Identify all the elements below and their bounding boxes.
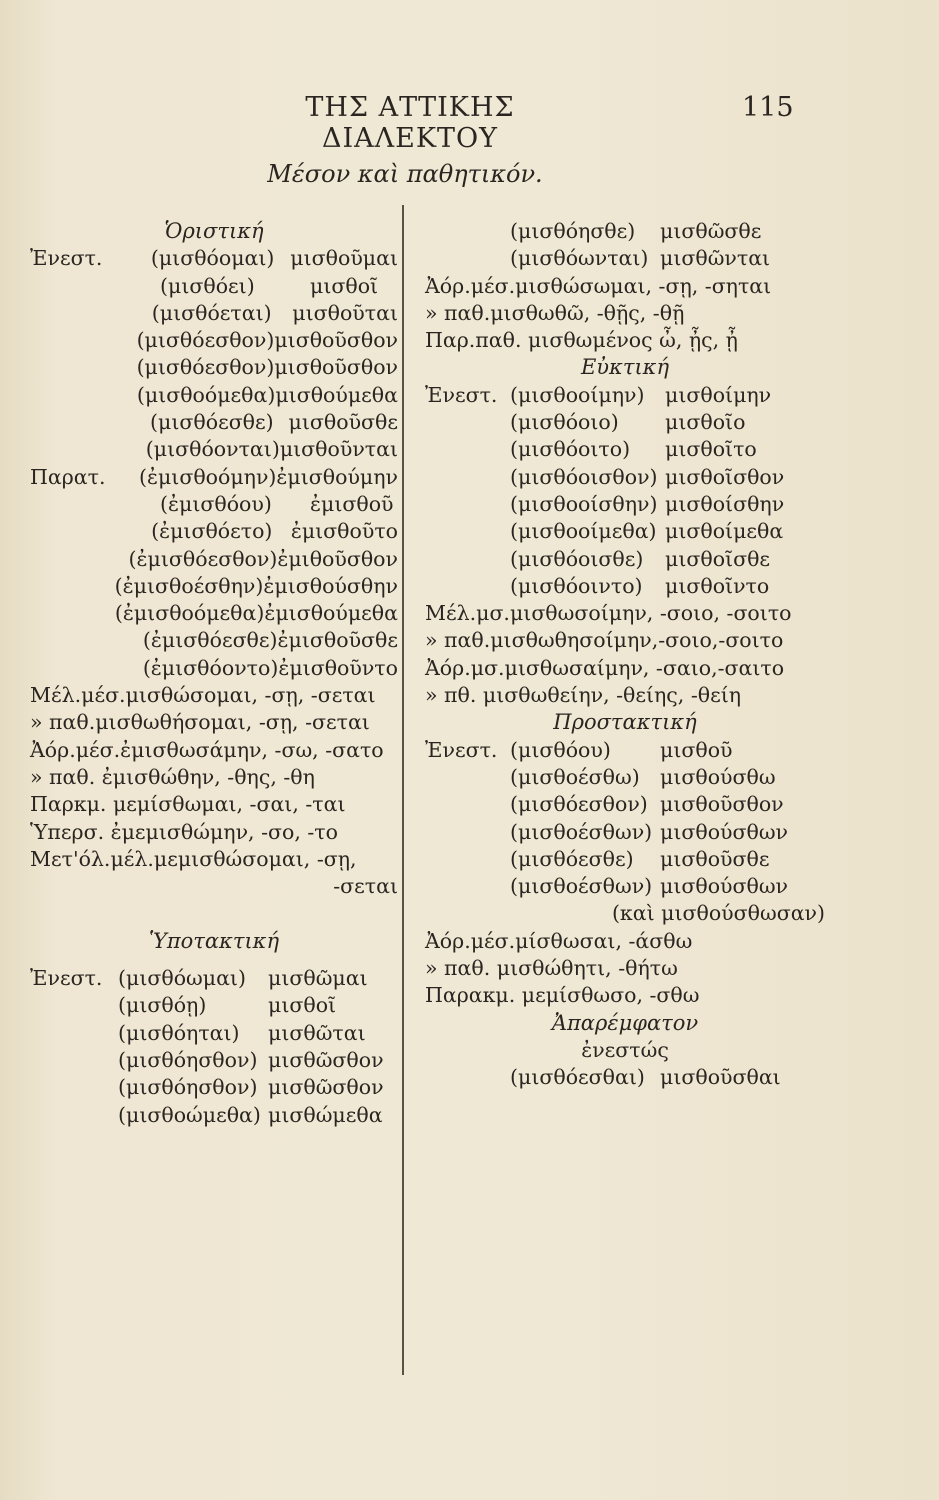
uncontracted-form: (μισθοοίμεθα) — [510, 519, 657, 544]
table-row — [425, 1064, 825, 1091]
table-row — [30, 327, 398, 354]
contracted-form: μισθῶσθε — [660, 219, 762, 243]
contracted-form: μισθοίμην — [665, 382, 772, 407]
form-line: Παρ.παθ. μισθωμένος ὦ, ᾖς, ᾖ — [425, 328, 738, 353]
imperative-heading: Προστακτική — [553, 710, 697, 735]
table-row — [30, 245, 398, 272]
table-row — [30, 965, 398, 992]
uncontracted-form: (μισθόεσθε) — [510, 846, 634, 871]
uncontracted-form: (μισθοώμεθα) — [118, 1102, 261, 1127]
uncontracted-form: (μισθοέσθων) — [510, 819, 653, 844]
contracted-form: μισθοῦσθον — [274, 328, 398, 353]
page-number: 115 — [742, 92, 794, 123]
table-row — [425, 791, 825, 818]
uncontracted-form: (μισθόωμαι) — [118, 966, 246, 991]
form-line: » παθ. ἐμισθώθην, -θης, -θη — [30, 764, 315, 789]
contracted-form: μισθούσθων — [660, 819, 789, 844]
contracted-form: μισθοῦσθε — [288, 410, 398, 435]
uncontracted-form: (μισθόοισθε) — [510, 546, 644, 571]
section-title: Μέσον καὶ παθητικόν. — [267, 160, 543, 188]
table-row — [30, 382, 398, 409]
contracted-form: ἐμισθούμην — [276, 464, 398, 489]
contracted-form: μισθούσθων — [660, 874, 789, 899]
uncontracted-form: (μισθόεσθε) — [150, 410, 274, 435]
contracted-form: μισθούσθω — [660, 764, 776, 789]
table-row — [425, 573, 825, 600]
form-line: Μέλ.μέσ.μισθώσομαι, -σῃ, -σεται — [30, 683, 376, 708]
uncontracted-form: (μισθόῃ) — [118, 993, 207, 1018]
uncontracted-form: (μισθόοιντο) — [510, 573, 643, 598]
form-line: Μέλ.μσ.μισθωσοίμην, -σοιο, -σοιτο — [425, 601, 792, 626]
indicative-heading: Ὁριστική — [164, 219, 264, 243]
contracted-form: μισθῶσθον — [268, 1047, 384, 1072]
uncontracted-form: (μισθόονται) — [145, 437, 280, 462]
table-row — [30, 354, 398, 381]
table-row — [30, 518, 398, 545]
contracted-form: μισθοῦσθον — [274, 355, 398, 380]
table-row — [30, 491, 398, 518]
table-row — [425, 464, 825, 491]
uncontracted-form: (μισθόεσθον) — [136, 355, 275, 380]
table-row — [425, 218, 825, 245]
table-row — [30, 464, 398, 491]
table-row — [30, 436, 398, 463]
table-row — [425, 245, 825, 272]
contracted-form: ἐμισθοῦντο — [278, 655, 398, 680]
contracted-form: μισθοίμεθα — [665, 519, 784, 544]
table-row — [425, 491, 825, 518]
tense-label: Ἐνεστ. — [425, 382, 498, 407]
form-line: Παρακμ. μεμίσθωσο, -σθω — [425, 983, 700, 1008]
contracted-form: ἐμισθοῦσθε — [277, 628, 398, 653]
table-row — [425, 409, 825, 436]
contracted-form: μισθώμεθα — [268, 1102, 383, 1127]
tense-label: Ἐνεστ. — [30, 966, 103, 991]
contracted-form: μισθοῖτο — [665, 437, 757, 462]
form-line: » παθ.μισθωθησοίμην,-σοιο,-σοιτο — [425, 628, 784, 653]
uncontracted-form: (μισθοοίμην) — [510, 382, 645, 407]
table-row — [425, 436, 825, 463]
uncontracted-form: (μισθόηται) — [118, 1020, 240, 1045]
form-line: Μετ'όλ.μέλ.μεμισθώσομαι, -σῃ, — [30, 846, 357, 871]
form-line: Ἀόρ.μέσ.ἐμισθωσάμην, -σω, -σατο — [30, 737, 384, 762]
contracted-form: μισθῶται — [268, 1020, 366, 1045]
tense-label: Ἐνεστ. — [425, 737, 498, 762]
table-row — [30, 1074, 398, 1101]
contracted-form: μισθοῖ — [268, 993, 337, 1018]
table-row — [425, 518, 825, 545]
uncontracted-form: (ἐμισθόου) — [160, 491, 272, 516]
form-line: Ἀόρ.μέσ.μίσθωσαι, -άσθω — [425, 928, 693, 953]
uncontracted-form: (μισθοοίσθην) — [510, 491, 658, 516]
uncontracted-form: (μισθόοιο) — [510, 410, 619, 435]
contracted-form: μισθοῦνται — [279, 437, 398, 462]
uncontracted-form: (μισθόου) — [510, 737, 611, 762]
table-row — [425, 382, 825, 409]
form-line: » παθ.μισθωθήσομαι, -σῃ, -σεται — [30, 710, 370, 735]
contracted-form: ἐμιθοῦσθον — [277, 546, 398, 571]
uncontracted-form: (ἐμισθόετο) — [151, 519, 273, 544]
table-row — [425, 546, 825, 573]
table-row — [30, 1102, 398, 1129]
form-line: » παθ.μισθωθῶ, -θῇς, -θῇ — [425, 300, 685, 325]
contracted-form: ἐμισθούσθην — [263, 573, 398, 598]
uncontracted-form: (ἐμισθοόμεθα) — [114, 601, 265, 626]
uncontracted-form: (ἐμισθόεσθε) — [142, 628, 278, 653]
table-row — [425, 819, 825, 846]
uncontracted-form: (μισθοόμεθα) — [136, 382, 276, 407]
uncontracted-form: (μισθόεσθον) — [510, 792, 648, 817]
tense-label: Ἐνεστ. — [30, 246, 103, 271]
uncontracted-form: (ἐμισθοόμην) — [138, 464, 277, 489]
form-line: -σεται — [333, 874, 398, 899]
form-line: Ἀόρ.μέσ.μισθώσωμαι, -σῃ, -σηται — [425, 273, 772, 298]
table-row — [30, 409, 398, 436]
form-line: Ἀόρ.μσ.μισθωσαίμην, -σαιο,-σαιτο — [425, 655, 785, 680]
contracted-form: μισθοῖντο — [665, 573, 770, 598]
uncontracted-form: (μισθοέσθων) — [510, 874, 653, 899]
table-row — [30, 1020, 398, 1047]
uncontracted-form: (μισθόεται) — [151, 300, 272, 325]
table-row — [425, 873, 825, 900]
column-divider — [402, 205, 404, 1375]
uncontracted-form: (ἐμισθόεσθον) — [128, 546, 278, 571]
uncontracted-form: (μισθόομαι) — [150, 246, 275, 271]
table-row — [30, 600, 398, 627]
tense-label: Παρατ. — [30, 464, 106, 489]
table-row — [30, 1047, 398, 1074]
uncontracted-form: (μισθόησθον) — [118, 1075, 258, 1100]
optative-heading: Εὐκτική — [580, 355, 670, 380]
contracted-form: μισθοῦται — [292, 300, 398, 325]
contracted-form: μισθῶμαι — [268, 966, 368, 991]
uncontracted-form: (ἐμισθόοντο) — [142, 655, 279, 680]
contracted-form: μισθούμεθα — [275, 382, 398, 407]
uncontracted-form: (μισθόει) — [160, 273, 255, 298]
contracted-form: μισθοῦ — [660, 737, 733, 762]
table-row — [30, 273, 398, 300]
infinitive-heading: Ἀπαρέμφατον — [551, 1010, 699, 1035]
table-row — [425, 737, 825, 764]
table-row — [30, 573, 398, 600]
left-column — [30, 218, 398, 1129]
table-row — [425, 764, 825, 791]
contracted-form: μισθοῖσθον — [665, 464, 785, 489]
table-row — [425, 846, 825, 873]
contracted-form: μισθοῖ — [310, 273, 379, 298]
table-row — [30, 992, 398, 1019]
table-row — [30, 546, 398, 573]
contracted-form: μισθῶνται — [660, 246, 771, 271]
uncontracted-form: (μισθόησθε) — [510, 219, 636, 243]
contracted-form: μισθοῦσθε — [660, 846, 770, 871]
contracted-form: μισθῶσθον — [268, 1075, 384, 1100]
uncontracted-form: (μισθόοισθον) — [510, 464, 658, 489]
uncontracted-form: (μισθόεσθον) — [136, 328, 275, 353]
tense-label: ἐνεστώς — [581, 1037, 669, 1062]
contracted-form: μισθοίσθην — [665, 491, 785, 516]
right-column — [425, 218, 825, 1092]
form-line: » πθ. μισθωθείην, -θείης, -θείη — [425, 683, 742, 708]
running-head: ΤΗΣ ΑΤΤΙΚΗΣ ΔΙΑΛΕΚΤΟΥ — [305, 92, 515, 154]
contracted-form: μισθοῖο — [665, 410, 746, 435]
uncontracted-form: (ἐμισθοέσθην) — [114, 573, 264, 598]
form-line: (καὶ μισθούσθωσαν) — [611, 901, 825, 926]
contracted-form: ἐμισθοῦ — [310, 491, 394, 516]
subjunctive-heading: Ὑποτακτική — [148, 928, 280, 953]
contracted-form: μισθοῦσθον — [660, 792, 784, 817]
form-line: Παρκμ. μεμίσθωμαι, -σαι, -ται — [30, 792, 346, 817]
form-line: Ὑπερσ. ἐμεμισθώμην, -σο, -το — [30, 819, 338, 844]
table-row — [30, 655, 398, 682]
uncontracted-form: (μισθόησθον) — [118, 1047, 258, 1072]
table-row — [30, 627, 398, 654]
table-row — [30, 300, 398, 327]
contracted-form: μισθοῖσθε — [665, 546, 771, 571]
uncontracted-form: (μισθόοιτο) — [510, 437, 631, 462]
contracted-form: ἐμισθούμεθα — [264, 601, 398, 626]
contracted-form: μισθοῦσθαι — [660, 1065, 781, 1090]
uncontracted-form: (μισθόεσθαι) — [510, 1065, 645, 1090]
contracted-form: μισθοῦμαι — [290, 246, 398, 271]
contracted-form: ἐμισθοῦτο — [290, 519, 398, 544]
form-line: » παθ. μισθώθητι, -θήτω — [425, 956, 678, 981]
uncontracted-form: (μισθόωνται) — [510, 246, 649, 271]
uncontracted-form: (μισθοέσθω) — [510, 764, 640, 789]
